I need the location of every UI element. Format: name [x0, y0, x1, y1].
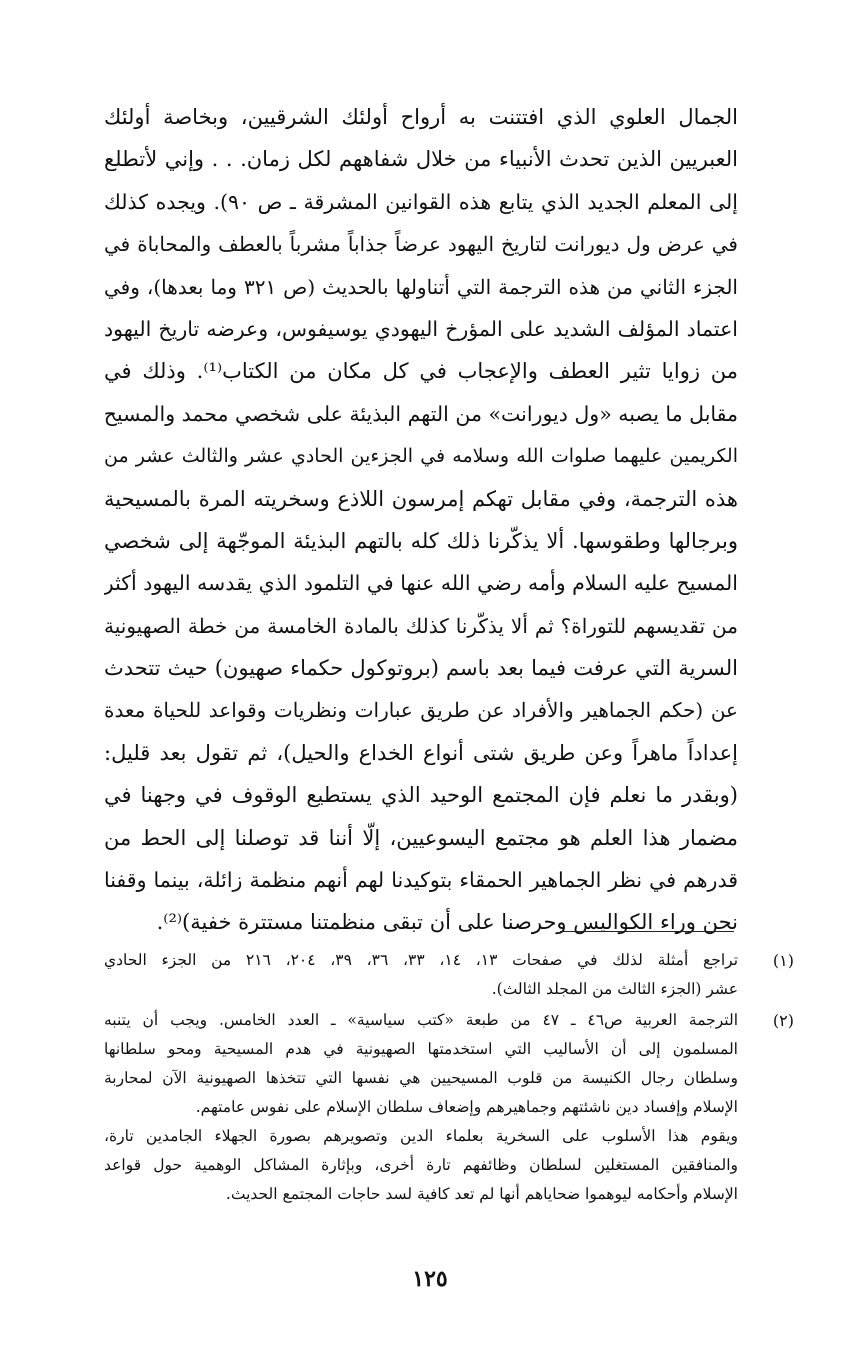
- footnote-number: (١): [772, 951, 794, 970]
- text-line: من تقديسهم للتوراة؟ ثم ألا يذكّرنا كذلك بالمادة الخامسة من خطة الصهيونية: [104, 613, 738, 638]
- text-line: الجزء الثاني من هذه الترجمة التي أتناولها بالحديث (ص ٣٢١ وما بعدها)، وفي: [104, 274, 738, 299]
- footnotes: [104, 946, 794, 1211]
- text-line: الكريمين عليهما صلوات الله وسلامه في الجزءين الحادي عشر والثالث عشر من: [104, 445, 738, 468]
- text-line: وبرجالها وطقوسها. ألا يذكّرنا ذلك كله بالتهم البذيئة الموجّهة إلى شخصي: [104, 528, 738, 553]
- text-line: عن (حكم الجماهير والأفراد عن طريق عبارات ونظريات وقواعد للحياة معدة: [104, 698, 738, 723]
- footnote-2: [104, 1006, 794, 1209]
- footnote-line: والمنافقين المستغلين لسلطان وظائفهم تارة أخرى، وبإثارة المشاكل الوهمية حول قواعد: [104, 1156, 738, 1174]
- text-line: الجمال العلوي الذي افتتنت به أرواح أولئك الشرقيين، وبخاصة أولئك: [104, 105, 738, 129]
- footnote-separator: [560, 931, 734, 932]
- footnote-1: [104, 946, 794, 1004]
- text-line: العبريين الذين تحدث الأنبياء من خلال شفاههم لكل زمان. . . وإني لأتطلع: [104, 147, 738, 172]
- main-text: [104, 96, 738, 944]
- footnote-line: الإسلام وأحكامه ليوهموا ضحاياهم أنها لم تعد كافية لسد حاجات المجتمع الحديث.: [225, 1185, 738, 1203]
- footnote-line: وسلطان رجال الكنيسة من قلوب المسيحيين هي نفسها التي تتخذها الصهيونية الآن لمحاربة: [104, 1069, 738, 1087]
- text-line: هذه الترجمة، وفي مقابل تهكم إمرسون اللاذع وسخريته المرة بالمسيحية: [104, 486, 738, 511]
- text-line: في عرض ول ديورانت لتاريخ اليهود عرضاً جذاباً مشرباً بالعطف والمحاباة في: [104, 232, 738, 257]
- text-line: إلى المعلم الجديد الذي يتابع هذه القوانين المشرقة ـ ص ٩٠). ويجده كذلك: [104, 189, 738, 214]
- text-line: (وبقدر ما نعلم فإن المجتمع الوحيد الذي يستطيع الوقوف في وجهنا في: [104, 783, 738, 808]
- text-line: مضمار هذا العلم هو مجتمع اليسوعيين، إلّا أننا قد توصلنا إلى الحط من: [104, 825, 738, 850]
- page-number: ١٢٥: [412, 1266, 448, 1292]
- text-line: السرية التي عرفت فيما بعد باسم (بروتوكول حكماء صهيون) حيث تتحدث: [104, 656, 738, 681]
- footnote-line: ويقوم هذا الأسلوب على السخرية بعلماء الدين وتصويرهم بصورة الجهلاء الجامدين تارة،: [104, 1127, 738, 1145]
- text-line: إعداداً ماهراً وعن طريق شتى أنواع الخداع والحيل)، ثم تقول بعد قليل:: [104, 740, 738, 765]
- footnote-line: المسلمون إلى أن الأساليب التي استخدمتها الصهيونية في هدم المسيحية ومحو سلطانها: [104, 1040, 738, 1058]
- footnote-line: تراجع أمثلة لذلك في صفحات ١٣، ١٤، ٣٣، ٣٦، ٣٩، ٢٠٤، ٢١٦ من الجزء الحادي: [104, 951, 738, 969]
- footnote-line: عشر (الجزء الثالث من المجلد الثالث).: [491, 980, 738, 998]
- footnote-number: (٢): [772, 1011, 794, 1030]
- text-line: المسيح عليه السلام وأمه رضي الله عنها في التلمود الذي يقدسه اليهود أكثر: [104, 571, 738, 596]
- text-line: نحن وراء الكواليس وحرصنا على أن تبقى منظمتنا مستترة خفية)⁽²⁾.: [156, 910, 738, 935]
- footnote-line: الترجمة العربية ص٤٦ ـ ٤٧ من طبعة «كتب سياسية» ـ العدد الخامس. ويجب أن يتنبه: [104, 1011, 738, 1029]
- text-line: قدرهم في نظر الجماهير الحمقاء بتوكيدنا لهم أنهم منظمة زائلة، بينما وقفنا: [104, 868, 738, 893]
- text-line: مقابل ما يصبه «ول ديورانت» من التهم البذيئة على شخصي محمد والمسيح: [104, 401, 738, 426]
- text-line: من زوايا تثير العطف والإعجاب في كل مكان من الكتاب⁽¹⁾. وذلك في: [104, 359, 738, 384]
- footnote-line: الإسلام وإفساد دين ناشئتهم وجماهيرهم وإضعاف سلطان الإسلام على نفوس عامتهم.: [195, 1098, 738, 1116]
- text-line: اعتماد المؤلف الشديد على المؤرخ اليهودي يوسيفوس، وعرضه تاريخ اليهود: [104, 316, 738, 341]
